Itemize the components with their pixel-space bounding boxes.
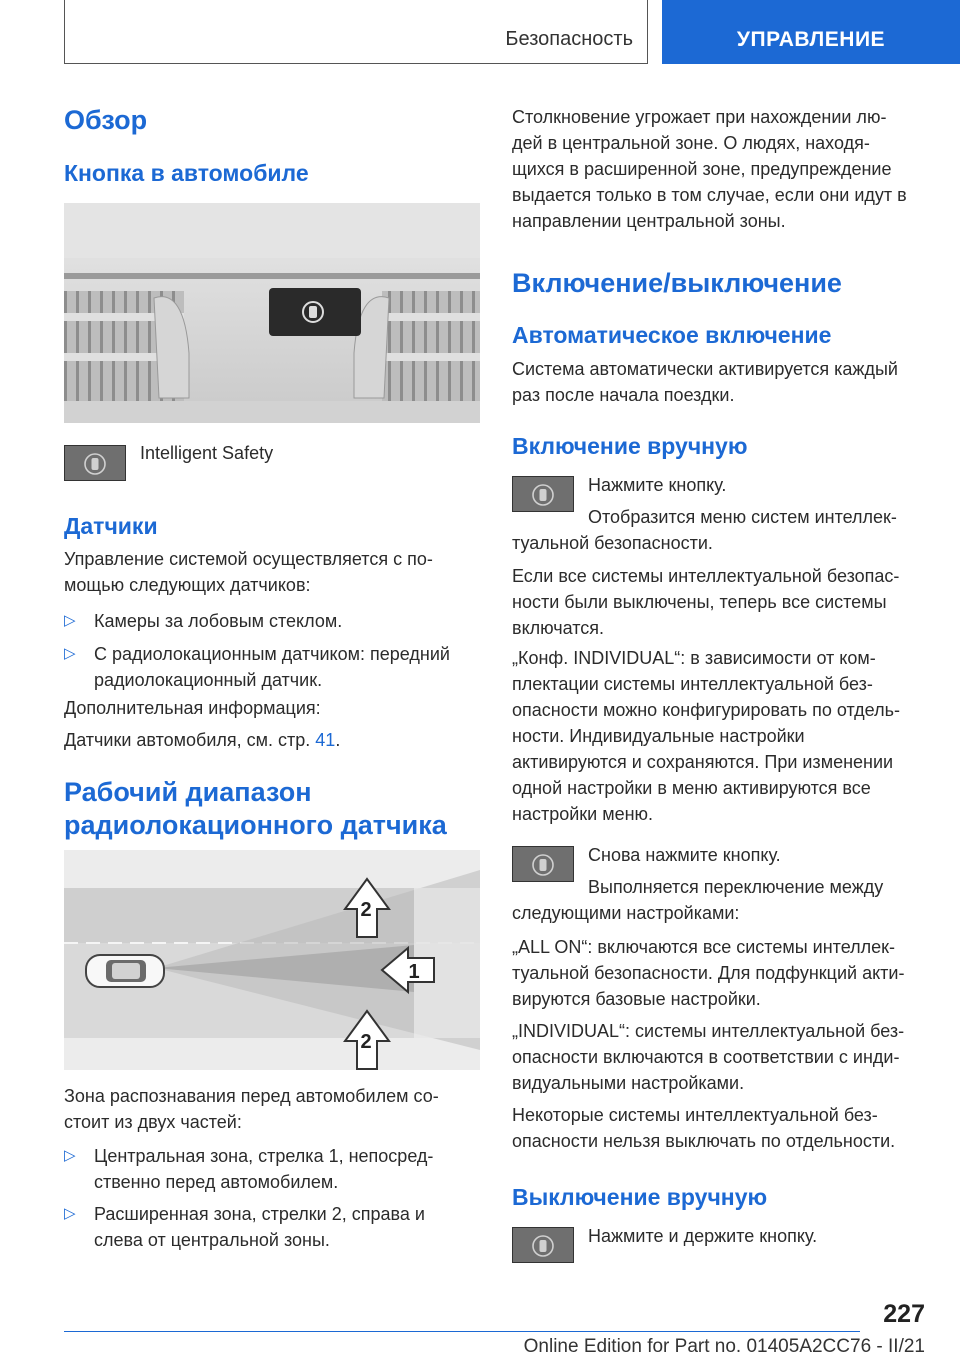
bullet-arrow-icon: ▷ [64,1147,76,1164]
page-number: 227 [883,1300,925,1328]
intelligent-safety-icon [64,445,126,481]
all-off-line: включатся. [512,618,605,638]
menu-shown-line2: туальной безопасности. [512,533,713,553]
press-button-text: Нажмите кнопку. [588,475,727,495]
some-line: опасности нельзя выключать по отдельности. [512,1131,896,1151]
auto-text-line: раз после начала поездки. [512,385,735,405]
individual-line: опасности включаются в соответствии с инди- [512,1047,900,1067]
header-section: Безопасность [505,28,633,50]
footer-edition: Online Edition for Part no. 01405A2CC76 - II/21 [523,1336,925,1357]
page-link[interactable]: 41 [315,730,336,750]
conf-line: „Конф. INDIVIDUAL“: в зависимости от ком- [512,648,876,668]
zone-text-line2: стоит из двух частей: [64,1112,242,1132]
conf-line: настройки меню. [512,804,654,824]
header-chapter-box [662,0,960,64]
all-off-line: Если все системы интеллектуальной безопас- [512,566,900,586]
dashboard-button-photo [64,203,480,423]
header-chapter: УПРАВЛЕНИЕ [736,28,886,51]
more-info-label: Дополнительная информация: [64,698,321,718]
section-title-overview: Обзор [64,105,148,135]
all-on-line: туальной безопасности. Для подфункций акти- [512,963,905,983]
conf-line: одной настройки в меню активируются все [512,778,871,798]
subtitle-manual-off: Выключение вручную [512,1184,768,1210]
diagram-label-middle: 1 [408,961,420,983]
hold-button-text: Нажмите и держите кнопку. [588,1226,818,1246]
list-item: ▷ Центральная зона, стрелка 1, непосред- [64,1143,433,1169]
list-item-continuation: слева от центральной зоны. [94,1230,330,1250]
intelligent-safety-icon [512,1227,574,1263]
conf-line: ности. Индивидуальные настройки [512,726,805,746]
conf-line: опасности можно конфигурировать по отдель- [512,700,900,720]
sensors-text-line2: мощью следующих датчиков: [64,575,311,595]
list-item-continuation: ственно перед автомобилем. [94,1172,339,1192]
sensor-reference: Датчики автомобиля, см. стр. 41. [64,730,341,750]
list-item: ▷ Расширенная зона, стрелки 2, справа и [64,1201,425,1227]
bullet-arrow-icon: ▷ [64,1205,76,1222]
bullet-arrow-icon: ▷ [64,612,76,629]
bullet-arrow-icon: ▷ [64,645,76,662]
intro-line: дей в центральной зоне. О людях, находя- [512,133,870,153]
all-off-line: ности были выключены, теперь все системы [512,592,887,612]
intro-line: выдается только в том случае, если они идут в [512,185,907,205]
all-on-line: „ALL ON“: включаются все системы интеллек- [512,937,896,957]
button-caption: Intelligent Safety [140,443,274,463]
all-on-line: вируются базовые настройки. [512,989,761,1009]
zone-text-line1: Зона распознавания перед автомобилем со- [64,1086,439,1106]
menu-shown-line1: Отобразится меню систем интеллек- [588,507,897,527]
range-title-line2: радиолокационного датчика [64,810,447,840]
intelligent-safety-icon [512,476,574,512]
subtitle-manual-on: Включение вручную [512,433,748,459]
subtitle-sensors: Датчики [64,513,158,539]
some-line: Некоторые системы интеллектуальной без- [512,1105,878,1125]
press-again-text: Снова нажмите кнопку. [588,845,781,865]
auto-text-line: Система автоматически активируется каждый [512,359,898,379]
intelligent-safety-icon [512,846,574,882]
range-title-line1: Рабочий диапазон [64,777,312,807]
intro-line: Столкновение угрожает при нахождении лю- [512,107,887,127]
conf-line: активируются и сохраняются. При изменении [512,752,894,772]
sensors-text-line1: Управление системой осуществляется с по- [64,549,433,569]
toggle-line2: следующими настройками: [512,903,740,923]
footer-divider [64,1331,860,1332]
conf-line: плектации системы интеллектуальной без- [512,674,873,694]
individual-line: „INDIVIDUAL“: системы интеллектуальной без- [512,1021,905,1041]
diagram-label-top: 2 [360,899,372,921]
list-item: ▷ С радиолокационным датчиком: передний [64,641,450,667]
header-section-box [64,0,648,64]
intro-line: направлении центральной зоны. [512,211,786,231]
diagram-label-bottom: 2 [360,1031,372,1053]
toggle-line1: Выполняется переключение между [588,877,884,897]
intro-line: щихся в расширенной зоне, предупреждение [512,159,892,179]
list-item: ▷ Камеры за лобовым стеклом. [64,608,342,634]
subtitle-button-in-car: Кнопка в автомобиле [64,160,309,186]
subtitle-auto-on: Автоматическое включение [512,322,832,348]
section-title-onoff: Включение/выключение [512,268,842,298]
radar-range-diagram [64,850,480,1070]
individual-line: видуальными настройками. [512,1073,745,1093]
list-item-continuation: радиолокационный датчик. [94,670,323,690]
